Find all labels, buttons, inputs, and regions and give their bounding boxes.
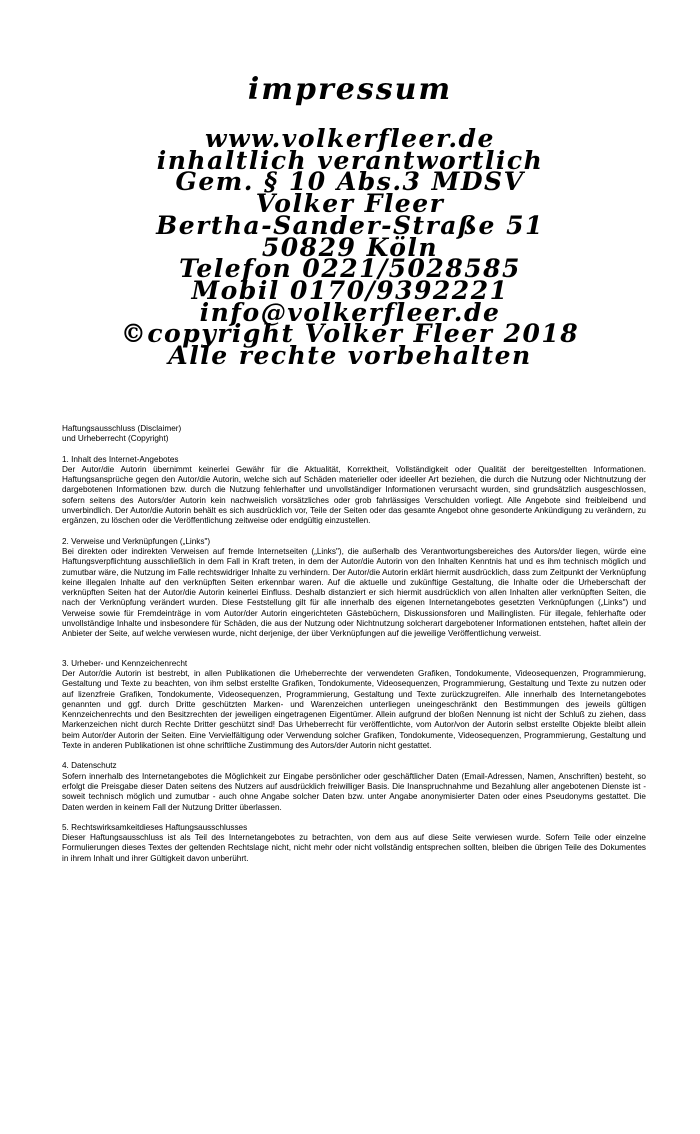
rights-reserved-line: Alle rechte vorbehalten: [168, 341, 532, 371]
section-validity: [62, 823, 646, 864]
section-heading: 5. Rechtswirksamkeitdieses Haftungsausschlusses: [62, 822, 248, 832]
section-copyright: [62, 659, 646, 752]
section-text: Der Autor/die Autorin übernimmt keinerlei Gewähr für die Aktualität, Korrektheit, Vollständigkeit oder Qualität der bereitgestellten Informationen. Haftungsansprüche gegen den Autor/die Autorin, welche sich auf Schäden materieller oder ideeller Art beziehen, die durch die Nutzung oder Nichtnutzung der dargebotenen Informationen bzw. durch die Nutzung fehlerhafter und unvollständiger Informationen verursacht wurden, sind grundsätzlich ausgeschlossen, sofern seitens des Autors/der Autorin kein nachweislich vorsätzliches oder grob fahrlässiges Verschulden vorliegt. Alle Angebote sind freibleibend und unverbindlich. Der Autor/die Autorin behält es sich ausdrücklich vor, Teile der Seiten oder das gesamte Angebot ohne gesonderte Ankündigung zu verändern, zu ergänzen, zu löschen oder die Veröffentlichung zeitweise oder endgültig einzustellen.: [62, 464, 646, 526]
section-text: Sofern innerhalb des Internetangebotes die Möglichkeit zur Eingabe persönlicher oder geschäftlicher Daten (Email-Adressen, Namen, Anschriften) besteht, so erfolgt die Preisgabe dieser Daten seitens des Nutzers auf ausdrücklich freiwilliger Basis. Die Inanspruchnahme und Bezahlung aller angebotenen Dienste ist - soweit technisch möglich und zumutbar - auch ohne Angabe solcher Daten bzw. unter Angabe anonymisierter Daten oder eines Pseudonyms gestattet. Die Daten werden in keinem Fall der Nutzung Dritter überlassen.: [62, 771, 646, 812]
section-heading: 4. Datenschutz: [62, 761, 117, 771]
page-title: impressum: [247, 72, 453, 107]
section-heading: 2. Verweise und Verknüpfungen („Links"): [62, 536, 211, 546]
website-line: www.volkerfleer.de: [205, 124, 495, 153]
city-line: 50829 Köln: [261, 232, 439, 262]
impressum-header: [0, 72, 700, 371]
section-heading: 3. Urheber- und Kennzeichenrecht: [62, 658, 188, 668]
responsible-line: inhaltlich verantwortlich: [156, 145, 544, 175]
owner-name-line: Volker Fleer: [255, 189, 445, 219]
street-line: Bertha-Sander-Straße 51: [156, 210, 544, 240]
disclaimer-body: [62, 424, 646, 874]
section-heading: 1. Inhalt des Internet-Angebotes: [62, 454, 179, 464]
section-content: [62, 455, 646, 527]
section-text: Dieser Haftungsausschluss ist als Teil des Internetangebotes zu betrachten, von dem aus auf diese Seite verwiesen wurde. Sofern Teile oder einzelne Formulierungen dieses Textes der geltenden Rechtslage nicht, nicht mehr oder nicht vollständig entsprechen sollten, bleiben die übrigen Teile des Dokumentes in ihrem Inhalt und ihrer Gültigkeit davon unberührt.: [62, 833, 646, 863]
phone-line: Telefon 0221/5028585: [179, 254, 521, 284]
mobile-line: Mobil 0170/9392221: [191, 275, 509, 305]
disclaimer-intro: [62, 424, 646, 445]
section-text: Bei direkten oder indirekten Verweisen auf fremde Internetseiten („Links"), die außerhalb des Verantwortungsbereiches des Autors/der liegen, würde eine Haftungsverpflichtung ausschließlich in dem Fall in Kraft treten, in dem der Autor/die Autorin von den Inhalten Kenntnis hat und es ihm technisch möglich und zumutbar wäre, die Nutzung im Falle rechtswidriger Inhalte zu verhindern. Der Autor/die Autorin erklärt hiermit ausdrücklich, dass zum Zeitpunkt der Verknüpfung keine illegalen Inhalte auf den verknüpften Seiten erkennbar waren. Auf die aktuelle und zukünftige Gestaltung, die Inhalte oder die Urheberschaft der verknüpften Seiten hat der Autor/die Autorin keinerlei Einfluss. Deshalb distanziert er sich hiermit ausdrücklich von allen Inhalten aller verknüpften Seiten, die nach der Verknüpfung verändert wurden. Diese Feststellung gilt für alle innerhalb des eigenen Internetangebotes gesetzten Verknüpfungen („Links") und Verweise sowie für Fremdeinträge in vom Autor/der Autorin eingerichteten Gästebüchern, Diskussionsforen und Mailinglisten. Für illegale, fehlerhafte oder unvollständige Inhalte und insbesondere für Schäden, die aus der Nutzung oder Nichtnutzung solcherart dargebotener Informationen entstehen, haftet allein der Anbieter der Seite, auf welche verwiesen wurde, nicht derjenige, der über Verknüpfungen auf die jeweilige Veröffentlichung verweist.: [62, 546, 646, 639]
section-privacy: [62, 761, 646, 812]
disclaimer-subtitle: und Urheberrecht (Copyright): [62, 434, 169, 444]
copyright-line: ©copyright Volker Fleer 2018: [120, 319, 580, 349]
section-text: Der Autor/die Autorin ist bestrebt, in allen Publikationen die Urheberrechte der verwendeten Grafiken, Tondokumente, Videosequenzen, Programmierung, Gestaltung und Texte zu beachten, von ihm selbst erstellte Grafiken, Tondokumente, Videosequenzen, Programmierung, Gestaltung und Texte zu nutzen oder auf lizenzfreie Grafiken, Tondokumente, Videosequenzen, Programmierung, Gestaltung und Texte zurückzugreifen. Alle innerhalb des Internetangebotes genannten und ggf. durch Dritte geschützten Marken- und Warenzeichen unterliegen uneingeschränkt den Bestimmungen des jeweils gültigen Kennzeichenrechts und den Besitzrechten der jeweiligen eingetragenen Eigentümer. Allein aufgrund der bloßen Nennung ist nicht der Schluß zu ziehen, dass Markenzeichen nicht durch Rechte Dritter geschützt sind! Das Urheberrecht für veröffentlichte, vom Autor/von der Autorin selbst erstellte Objekte bleibt allein beim Autor/der Autorin der Seiten. Eine Vervielfältigung oder Verwendung solcher Grafiken, Tondokumente, Videosequenzen, Programmierung, Gestaltung und Texte in anderen Publikationen ist ohne schriftliche Zustimmung des Autors/der Autorin nicht gestattet.: [62, 668, 646, 751]
section-links: [62, 537, 646, 640]
disclaimer-title: Haftungsausschluss (Disclaimer): [62, 424, 182, 433]
email-line: info@volkerfleer.de: [199, 297, 501, 327]
law-reference-line: Gem. § 10 Abs.3 MDSV: [175, 167, 525, 197]
